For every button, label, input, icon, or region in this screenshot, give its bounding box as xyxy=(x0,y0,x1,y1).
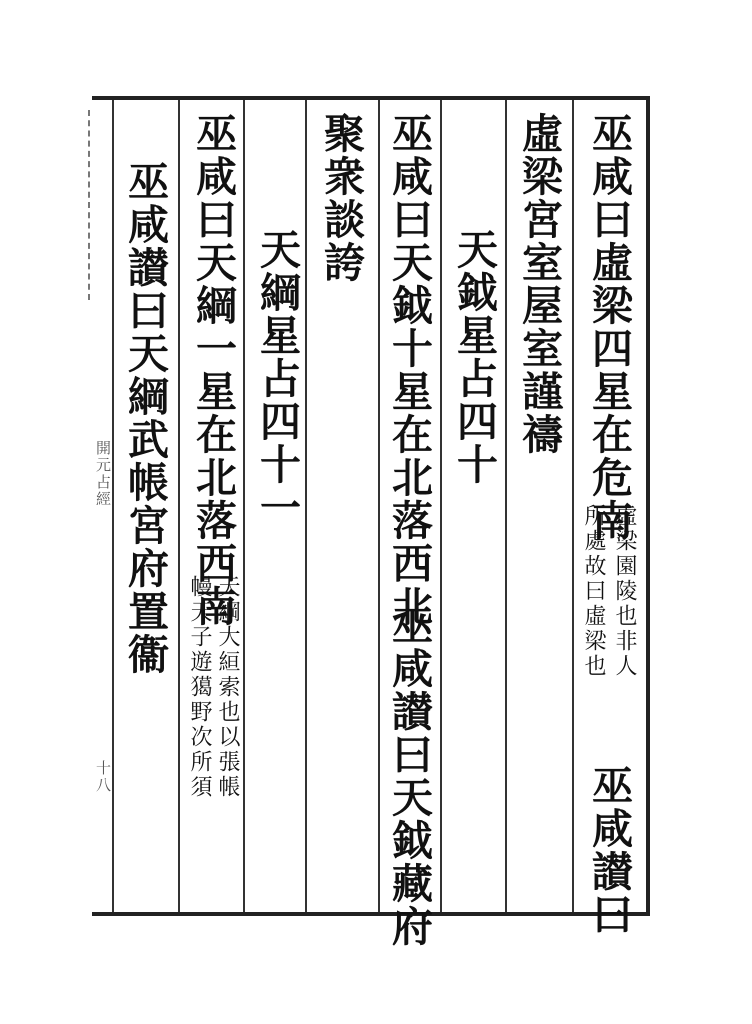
page-frame xyxy=(92,96,650,916)
section-heading: 天鉞星占四十 xyxy=(450,228,498,486)
text-column: 虛梁宮室屋室謹禱 xyxy=(515,112,563,456)
text-column: 巫咸曰虛梁四星在危南 xyxy=(585,112,633,542)
text-column: 巫咸讃曰 xyxy=(585,764,633,936)
column-rule xyxy=(378,100,380,912)
gutter-title: 開元占經 xyxy=(94,440,112,508)
commentary-column: 天綱大絙索也以張帳 xyxy=(215,575,240,800)
text-column: 巫咸曰天鉞十星在北落西北 xyxy=(385,112,433,628)
commentary-column: 所處故曰虛梁也 xyxy=(581,504,606,679)
column-rule xyxy=(505,100,507,912)
column-rule xyxy=(572,100,574,912)
text-column: 巫咸讃曰天綱武帳宮府置衞 xyxy=(121,160,169,676)
page-number: 十八 xyxy=(94,760,112,794)
column-rule xyxy=(440,100,442,912)
text-column: 巫咸讃曰天鉞藏府 xyxy=(385,604,433,948)
column-rule xyxy=(178,100,180,912)
section-heading: 天綱星占四十一 xyxy=(253,228,301,529)
column-rule xyxy=(305,100,307,912)
column-rule xyxy=(243,100,245,912)
commentary-column: 幔天子遊獦野次所須 xyxy=(187,575,212,800)
text-column: 聚衆談誇 xyxy=(317,112,365,284)
commentary-column: 虛梁園陵也非人 xyxy=(612,504,637,679)
text-column: 巫咸曰天綱一星在北落西南 xyxy=(189,112,237,628)
binding-edge xyxy=(88,110,108,300)
